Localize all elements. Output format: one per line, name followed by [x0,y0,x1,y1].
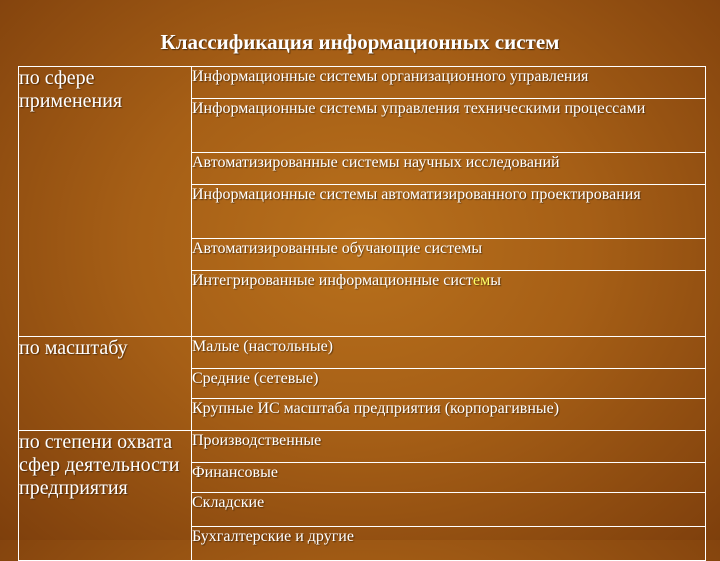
item-cell-integrated [192,271,706,337]
item-cell: Производственные [192,431,706,463]
table-row [19,431,706,463]
slide-title: Классификация информационных систем [160,30,560,54]
table-row [19,337,706,369]
item-cell: Малые (настольные) [192,337,706,369]
item-cell: Крупные ИС масштаба предприятия (корпорагивные) [192,399,706,431]
item-cell: Средние (сетевые) [192,369,706,399]
item-cell: Информационные системы организационного управления [192,67,706,99]
category-cell-coverage: по степени охвата сфер деятельности предприятия [19,431,192,561]
item-text-integrated: Интегрированные информационные системы [192,272,501,289]
item-cell: Складские [192,493,706,527]
item-cell: Автоматизированные системы научных исследований [192,153,706,185]
item-cell: Автоматизированные обучающие системы [192,239,706,271]
highlighted-text: ем [472,272,491,289]
item-cell: Бухгалтерские и другие [192,527,706,561]
item-cell: Информационные системы автоматизированного проектирования [192,185,706,239]
item-cell: Информационные системы управления техническими процессами [192,99,706,153]
category-cell-scale: по масштабу [19,337,192,431]
category-cell-application: по сфере применения [19,67,192,337]
classification-table [18,66,706,561]
table-row [19,67,706,99]
item-cell: Финансовые [192,463,706,493]
